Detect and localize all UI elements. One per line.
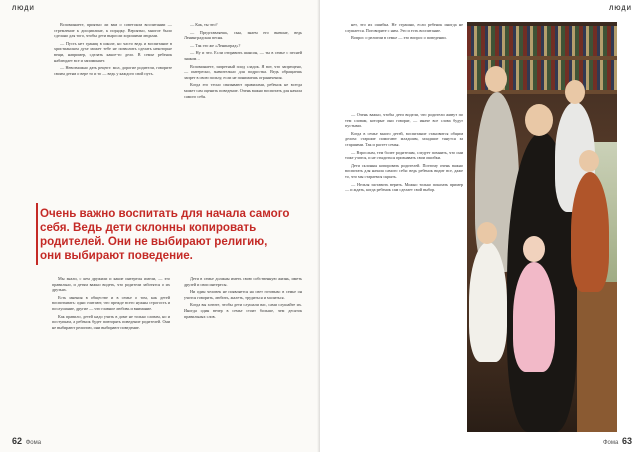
desk bbox=[577, 282, 617, 432]
right-page bbox=[320, 0, 640, 452]
toddler-head bbox=[523, 236, 545, 262]
article-column-4 bbox=[184, 276, 302, 436]
shelf bbox=[467, 90, 617, 94]
toddler-figure bbox=[513, 262, 555, 372]
article-column-3 bbox=[52, 276, 170, 436]
paragraph: — Взрослым, тем более родителям, следует помнить, что они тоже учатся, и не стыдиться признавать свои ошибки. bbox=[345, 149, 463, 161]
bookshelf bbox=[467, 26, 617, 56]
boy-figure bbox=[571, 172, 609, 292]
paragraph: Вопрос о религии в семье — это вопрос о поведении. bbox=[351, 35, 447, 41]
paragraph: Дети склонны копировать родителей. Поэтому очень важно воспитать для начала самого себя: ведь ребенок видит все, даже то, что мы стараемся скрыть. bbox=[345, 162, 463, 179]
pull-quote: Очень важно воспитать для начала самого себя. Ведь дети склонны копировать родителей. Они не выбирают религию, они выбирают поведение. bbox=[40, 207, 290, 262]
girl-head bbox=[477, 222, 497, 244]
magazine-name: Фома bbox=[602, 440, 619, 446]
paragraph: — Нельзя заставить верить. Можно только показать пример — и ждать, когда ребенок сам сделает свой выбор. bbox=[345, 181, 463, 193]
article-column-5 bbox=[345, 22, 463, 102]
section-tag: ЛЮДИ bbox=[609, 6, 632, 12]
paragraph: — Представляешь, сын, знаем его внешне, ведь Ленинградская песня. bbox=[184, 29, 302, 41]
girl-figure bbox=[469, 242, 507, 362]
family-photo bbox=[467, 22, 617, 432]
page-folio-right bbox=[603, 436, 632, 446]
paragraph: Когда его тесно связывают правилами, ребенок не всегда может сам оценить поведение. Очень важно воспитать для начала самого себя. bbox=[184, 82, 302, 99]
paragraph: — Очень важно, чтобы дети видели, что родители живут по тем словам, которые они говорят, — иначе все слова будут пустыми. bbox=[345, 112, 463, 129]
paragraph: Мы знали, с кем дружили и какие интересы имели, — это правильно, и детям важно видеть, что родители заботятся о их друзьях. bbox=[52, 276, 170, 293]
paragraph: Есть мнения в обществе и в семье о том, как детей воспитывать: одни считают, что прежде всего нужны строгость и послушание, другие — что главное любовь и внимание. bbox=[52, 294, 170, 311]
son-head bbox=[565, 80, 585, 104]
page-number: 63 bbox=[621, 436, 632, 446]
paragraph: — Пусть нет границ в школе, но часто ведь и воспитание в христианском духе может тебе не позволить сделать некоторые вещи, например, сделать какое-то дело. В семье ребенок наблюдает все и запоминает. bbox=[54, 40, 172, 63]
magazine-name: Фома bbox=[25, 440, 42, 446]
paragraph: Когда в семье много детей, воспитание становится общим делом: старшие помогают младшим, младшие тянутся за старшими. Так и растет семья. bbox=[345, 130, 463, 147]
boy-head bbox=[579, 150, 599, 172]
paragraph: Дети в семье должны иметь свою собственную жизнь, иметь друзей и свои интересы. bbox=[184, 276, 302, 287]
paragraph: — Ну и что. Если отправить шансон, — ты в семье с песней знаком… bbox=[184, 50, 302, 61]
page-number: 62 bbox=[12, 436, 23, 446]
paragraph: Вспоминаете, запретный плод сладок. Я вот, что запрещено, — интересно, значительно для подростка. Ведь обращаешь запрет в свою пользу, если не понимаешь ограничения. bbox=[184, 63, 302, 80]
paragraph: Вспоминаете, приятно ли вам о советском воспитании — стремление к дисциплине, к порядку. Вероятно, многое было сделано для того, чтобы дети выросли хорошими людьми. bbox=[54, 22, 172, 39]
mother-head bbox=[485, 66, 507, 92]
article-column-6 bbox=[345, 112, 463, 432]
paragraph: Ни один человек не появляется на свет готовым: в семье он учится говорить, любить, жалеть, трудиться и молиться. bbox=[184, 289, 302, 300]
paragraph: — Так это же «Ленинград»? bbox=[190, 42, 241, 48]
page-folio-left bbox=[12, 436, 41, 446]
paragraph: Как правило, детей надо учить в доме не только словам, но и поступкам, а ребенок будет повторять поведение родителей. Они не выбирают религию, они выбирают поведение. bbox=[52, 313, 170, 330]
article-column-1 bbox=[54, 22, 172, 192]
father-head bbox=[525, 104, 553, 136]
section-tag: ЛЮДИ bbox=[12, 6, 35, 12]
article-column-2 bbox=[184, 22, 302, 198]
paragraph: нет, это их ошибка. Не страшно, если ребенок иногда не слушается. Поговорите с ним. Это и есть воспитание. bbox=[345, 22, 463, 33]
pullquote-rule bbox=[36, 203, 38, 265]
paragraph: — Невозможно дать рецепт: мол, дорогие родители, говорите своим детям о вере то и то — ведь у каждого свой путь. bbox=[54, 65, 172, 76]
paragraph: Когда вы хотите, чтобы дети слушали вас, сами слушайте их. Иногда один вечер в семье стоит больше, чем десяток правильных слов. bbox=[184, 302, 302, 319]
paragraph: — Как, ты что? bbox=[190, 22, 218, 27]
